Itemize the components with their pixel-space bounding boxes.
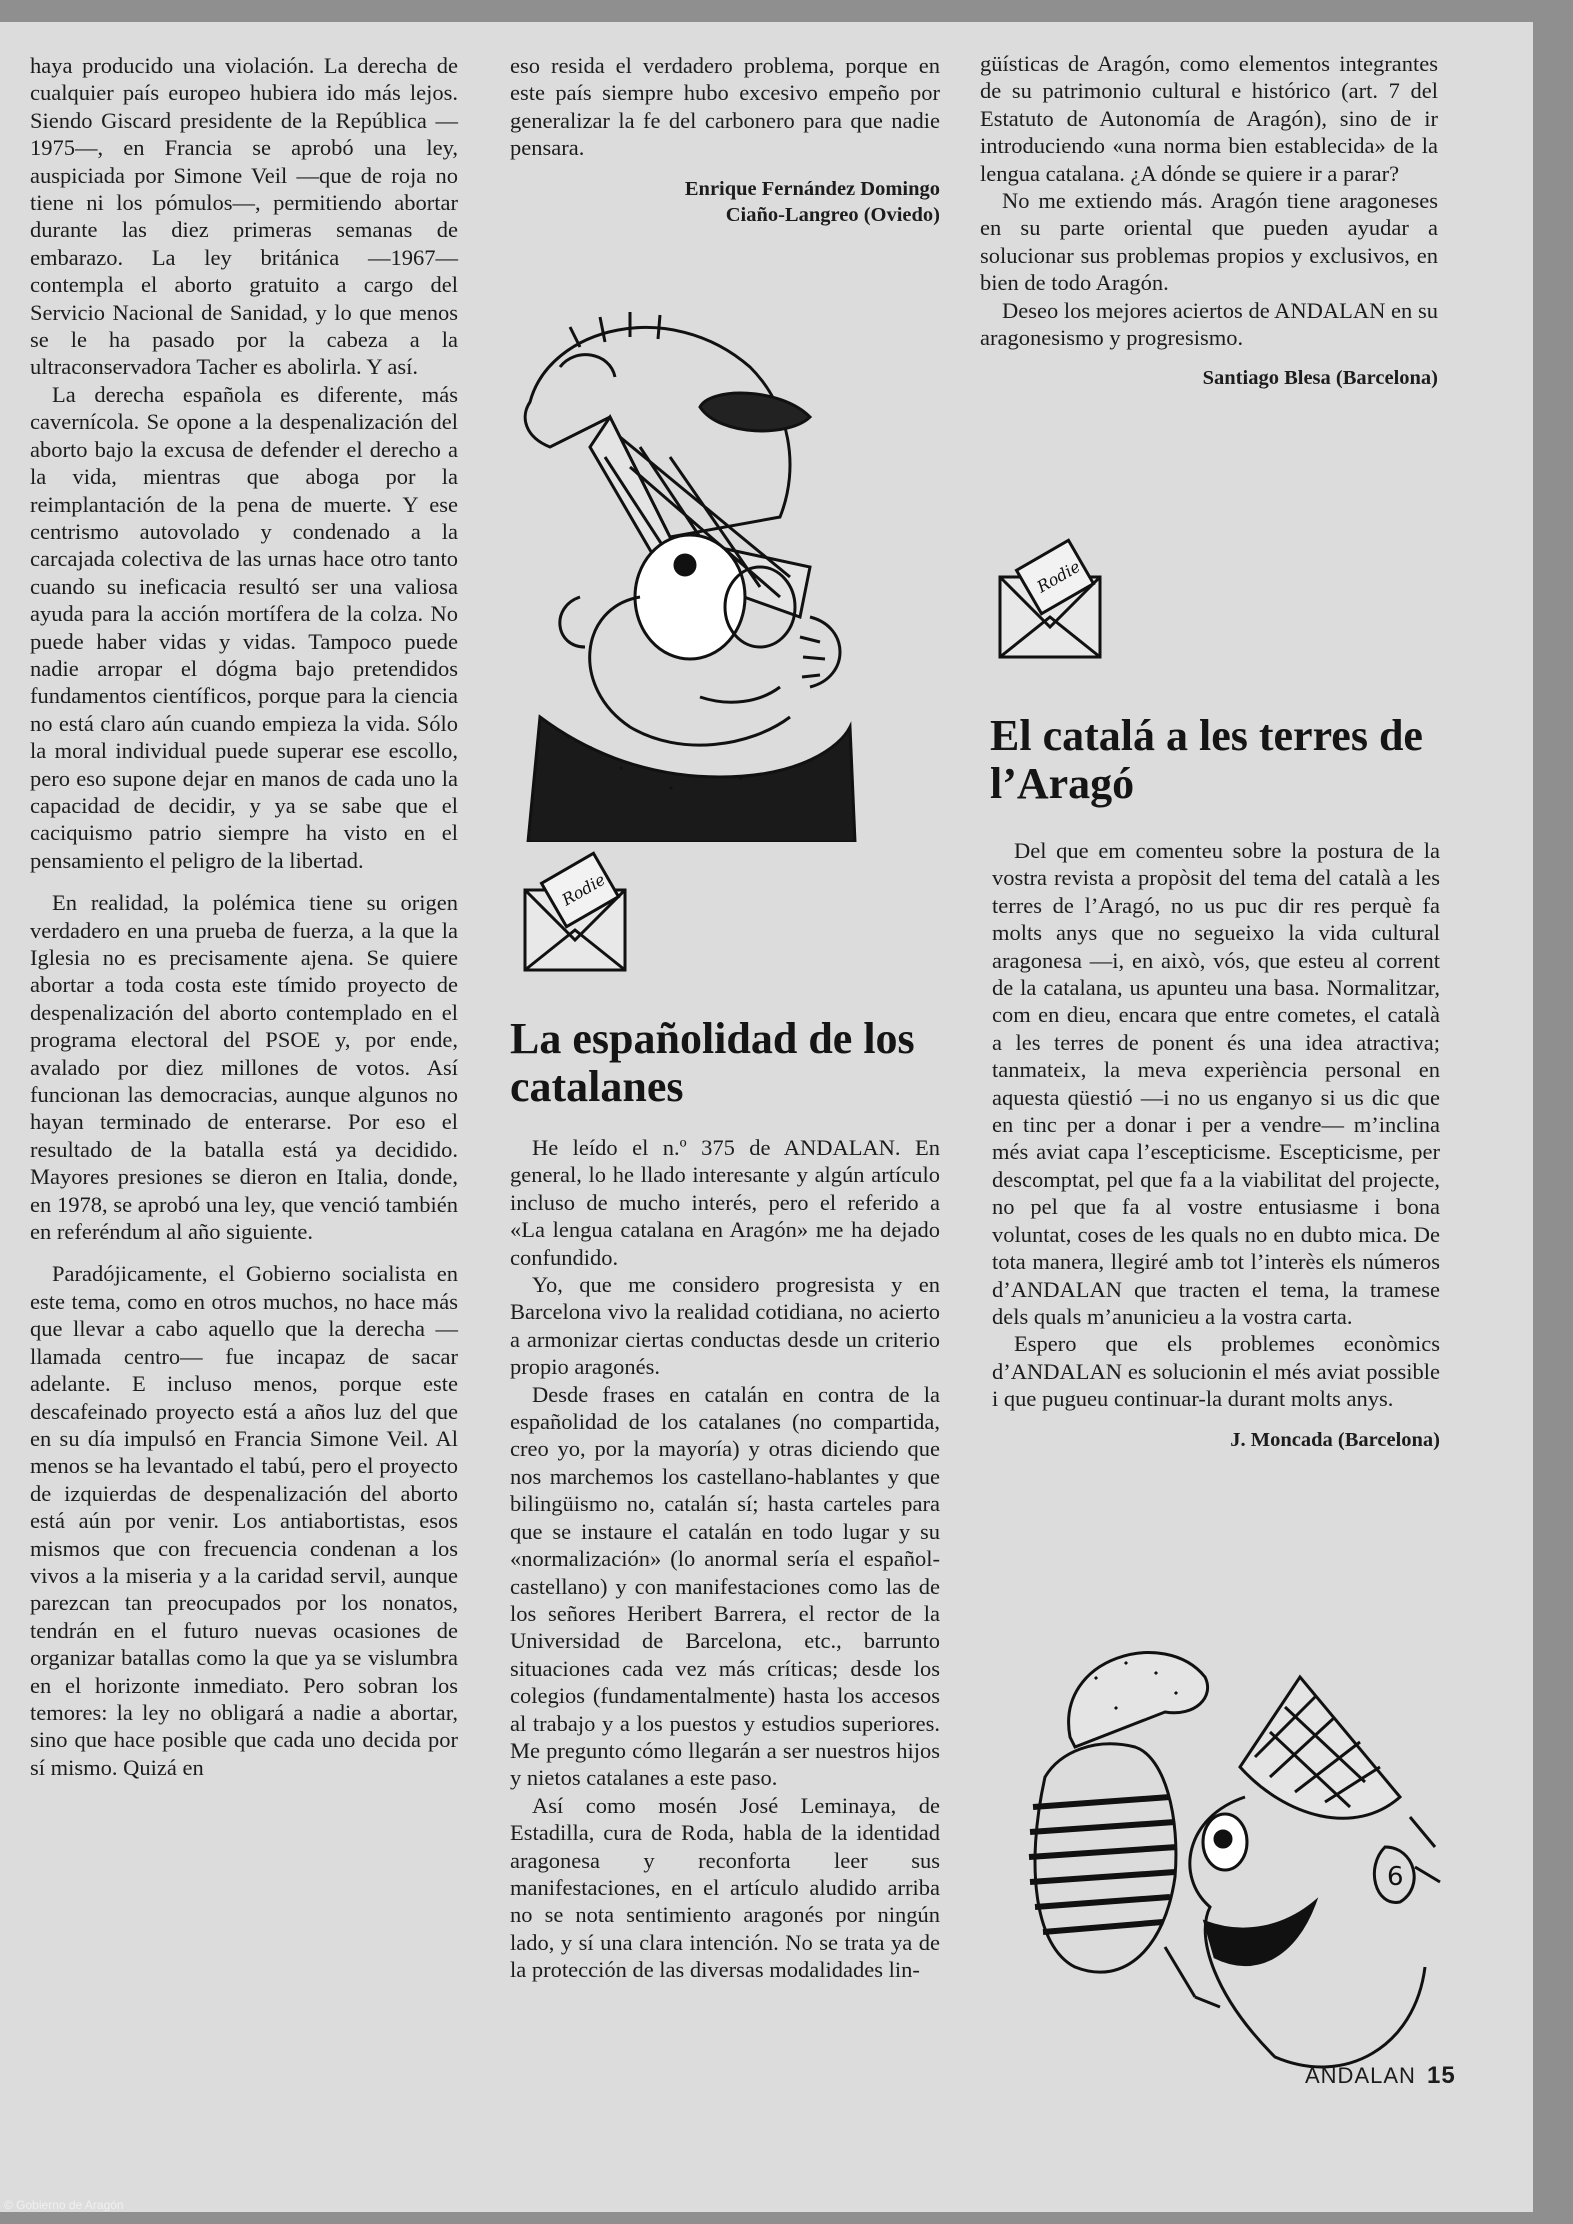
signature-2: Santiago Blesa (Barcelona) — [1202, 367, 1438, 390]
column-3-article — [992, 837, 1440, 1453]
paragraph: Así como mosén José Leminaya, de Estadilla, cura de Roda, habla de la identidad aragonesa y reconforta leer sus manifestaciones, en el artículo aludido arriba no se nota sentimiento aragonés por ningún lado, y sí una clara intención. No se trata ya de la protección de las diversas modalidades lin- — [510, 1792, 940, 1983]
paragraph: En realidad, la polémica tiene su origen verdadero en una prueba de fuerza, a la que la Iglesia no es precisamente ajena. Se quiere abortar a toda costa este tímido proyecto de despenalización del aborto contemplado en el programa electoral del PSOE y, por ende, avalado por diez millones de votos. Así funcionan las democracias, aunque algunos no hayan terminado de enterarse. Por eso el resultado de la batalla está ya decidido. Mayores presiones se dieron en Italia, donde, en 1978, se aprobó una ley, que venció también en referéndum al año siguiente. — [30, 890, 458, 1245]
signature-1 — [510, 176, 940, 228]
envelope-label: Rodie — [1033, 556, 1084, 597]
paragraph: He leído el n.º 375 de ANDALAN. En general, lo he llado interesante y algún artículo incluso de mucho interés, pero el referido a «La lengua catalana en Aragón» me ha dejado confundido. — [510, 1135, 940, 1270]
cartoon-man-with-cap-illustration — [520, 307, 940, 842]
paragraph: eso resida el verdadero problema, porque en este país siempre hubo excesivo empeño por generalizar la fe del carbonero para que nadie pensara. — [510, 53, 940, 161]
paragraph: Desde frases en catalán en contra de la españolidad de los catalanes (no compartida, creo yo, por la mayoría) y otras diciendo que nos marchemos los castellano-hablantes y que bilingüismo no, catalán sí; hasta carteles para que se instaure el catalán en todo lugar y su «normalización» (lo anormal sería el español-castellano) y con manifestaciones como las de los señores Heribert Barrera, el rector de la Universidad de Barcelona, etc., barrunto situaciones cada vez más críticas; desde los colegios (fundamentalmente) hasta los accesos al trabajo y a los puestos y estudios superiores. Me pregunto cómo llegarán a ser nuestros hijos y nietos catalanes a este paso. — [510, 1381, 940, 1791]
magazine-name: ANDALAN — [1305, 2063, 1416, 2088]
paragraph: No me extiendo más. Aragón tiene aragoneses en su parte oriental que pueden ayudar a solucionar sus problemas propios y exclusivos, en bien de todo Aragón. — [980, 188, 1438, 296]
envelope-icon — [520, 845, 630, 975]
column-3-top — [980, 50, 1438, 391]
page-number: 15 — [1427, 2062, 1456, 2089]
paragraph: Yo, que me considero progresista y en Barcelona vivo la realidad cotidiana, no acierto a armonizar ciertas conductas desde un criterio propio aragonés. — [510, 1272, 940, 1380]
svg-text:6: 6 — [1387, 1862, 1404, 1892]
copyright-credit: © Gobierno de Aragón — [4, 2198, 124, 2212]
paragraph: La derecha española es diferente, más cavernícola. Se opone a la despenalización del aborto bajo la excusa de defender el derecho a la vida, mientras que aboga por la reimplantación de la pena de muerte. Y ese centrismo autovolado y condenado a la carcajada colectiva de las urnas hace otro tanto cuando su ineficacia resultó ser una valiosa ayuda para la acción mortífera de la colza. No puede haber vidas y vidas. Tampoco puede nadie arropar el dógma bajo pretendidos fundamentos científicos, porque para la ciencia no está claro aún cuando empieza la vida. Sólo la moral individual puede superar ese escollo, pero eso supone dejar en manos de cada uno la capacidad de decidir, y ya se sabe que el caciquismo patrio siempre ha visto en el pensamiento el peligro de la libertad. — [30, 381, 458, 873]
article-title-catala: El catalá a les terres de l’Aragó — [990, 711, 1423, 808]
paragraph: Del que em comenteu sobre la postura de la vostra revista a propòsit del tema del català a les terres de l’Aragó, no us puc dir res perquè fa molts anys que no segueixo la vida cultural aragonesa —i, en això, vós, que esteu al corrent de la catalana, us apunteu una basa. Normalitzar, com en dieu, encara que entre cometes, el català a les terres de ponent és una idea atractiva; tanmateix, la meva experiència personal en aquesta qüestió —i no us enganyo si us dic que en tinc per a donar i per a vendre— m’inclina més aviat capa l’escepticisme. Escepticisme, per descomptat, pel que fa a la viabilitat del projecte, no pel que fa al vostre entusiasme i bona voluntat, coses de les quals no en dubto mica. De tota manera, llegiré amb tot l’interès els números d’ANDALAN que tracten el tema, la tramese dels quals m’anunicieu a la vostra carta. — [992, 838, 1440, 1329]
paragraph: Paradójicamente, el Gobierno socialista en este tema, como en otros muchos, no hace más que llevar a cabo aquello que la derecha —llamada centro— fue incapaz de sacar adelante. E incluso menos, porque este descafeinado proyecto está a años luz del que en su día impulsó en Francia Simone Veil. Al menos se ha levantado el tabú, pero el proyecto de izquierdas de despenalización del aborto está aún por venir. Los antiabortistas, esos mismos que con frecuencia condenan a los vivos a la miseria y a la caridad servil, aunque parezcan tan preocupados por los nonatos, tendrán en el futuro nuevas ocasiones de organizar batallas como la que ya se vislumbra en el horizonte inmediato. Pero sobran los temores: la ley no obligará a nadie a abortar, sino que hace posible que cada uno decida por sí mismo. Quizá en — [30, 1261, 458, 1780]
article-title-espanolidad: La españolidad de los catalanes — [510, 1014, 915, 1111]
page-footer — [1305, 2062, 1456, 2090]
signature-3: J. Moncada (Barcelona) — [1230, 1428, 1440, 1451]
signature-name: Enrique Fernández Domingo — [684, 177, 940, 200]
envelope-icon — [995, 532, 1105, 662]
magazine-page — [0, 22, 1533, 2212]
paragraph: Espero que els problemes econòmics d’ANDALAN es solucionin el més aviat possible i que pugueu continuar-la durant molts anys. — [992, 1331, 1440, 1412]
signature-place: Ciaño-Langreo (Oviedo) — [725, 203, 940, 226]
paragraph: güísticas de Aragón, como elementos integrantes de su patrimonio cultural e histórico (art. 7 del Estatuto de Autonomía de Aragón), sino de ir introduciendo «una norma bien establecida» de la lengua catalana. ¿A dónde se quiere ir a parar? — [980, 51, 1438, 186]
paragraph: Deseo los mejores aciertos de ANDALAN en su aragonesismo y progresismo. — [980, 297, 1438, 351]
envelope-label: Rodie — [558, 869, 609, 910]
column-2-top — [510, 52, 940, 228]
column-1 — [30, 52, 458, 1781]
paragraph: haya producido una violación. La derecha de cualquier país europeo hubiera ido más lejos. Siendo Giscard presidente de la República —1975—, en Francia se aprobó una ley, auspiciada por Simone Veil —que de roja no tiene ni los pómulos—, permitiendo abortar durante las diez primeras semanas de embarazo. La ley británica —1967— contempla el aborto gratuito a cargo del Servicio Nacional de Sanidad, y lo que menos se le ha pasado por la cabeza a la ultraconservadora Tacher es abolirla. Y así. — [30, 53, 458, 380]
cartoon-two-figures-illustration — [1015, 1617, 1455, 2087]
column-2-article — [510, 1134, 940, 1984]
